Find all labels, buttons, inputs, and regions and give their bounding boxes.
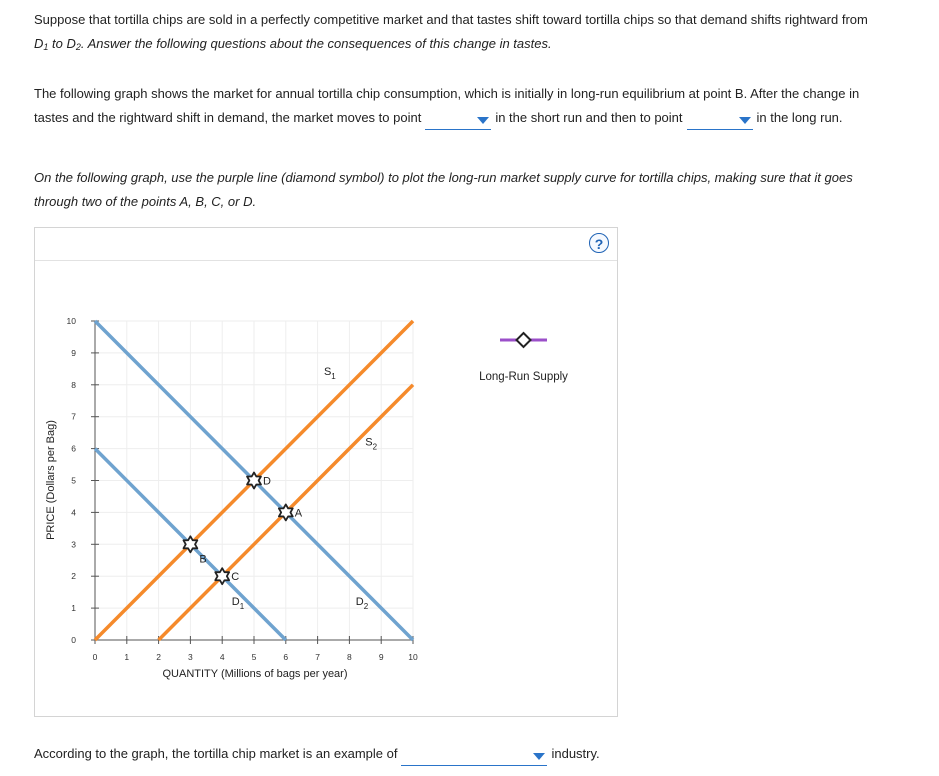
point-label-d: D: [263, 475, 271, 488]
y-axis-label: PRICE (Dollars per Bag): [45, 420, 57, 540]
d2-subscript: 2: [75, 42, 81, 52]
question1-text-b: in the short run and then to point: [495, 110, 683, 125]
help-button[interactable]: ?: [589, 233, 609, 253]
x-tick-label: 0: [92, 652, 98, 662]
y-tick-label: 8: [71, 379, 76, 390]
y-tick-label: 4: [71, 507, 76, 518]
x-tick-label: 5: [251, 652, 257, 662]
d1-letter: D: [34, 36, 44, 51]
label-d2: $D_2$: [355, 595, 369, 611]
x-tick-label: 3: [188, 652, 193, 662]
question2-prefix: According to the graph, the tortilla chip market is an example of: [34, 746, 398, 761]
x-tick-label: 7: [315, 652, 320, 662]
chart-points: [183, 473, 292, 585]
label-s2: $S_2$: [365, 436, 378, 452]
y-tick-label: 10: [66, 316, 76, 326]
y-tick-label: 7: [71, 411, 76, 422]
diamond-icon[interactable]: [517, 333, 531, 347]
question2-line: [34, 742, 600, 766]
x-axis-label: QUANTITY (Millions of bags per year): [162, 668, 348, 680]
question1-text-c: in the long run.: [756, 110, 843, 125]
x-tick-label: 10: [408, 652, 418, 662]
y-tick-label: 9: [71, 347, 76, 358]
x-tick-label: 2: [156, 652, 161, 662]
y-tick-label: 1: [71, 603, 76, 614]
y-tick-label: 3: [71, 539, 76, 550]
x-tick-label: 4: [219, 652, 225, 662]
x-tick-label: 1: [124, 652, 130, 662]
to-word: to: [48, 36, 67, 51]
long-run-supply-label: Long-Run Supply: [479, 371, 568, 383]
intro-line-1: Suppose that tortilla chips are sold in a perfectly competitive market and that tastes shift toward tortilla chips so that demand shifts rightward from: [34, 12, 868, 27]
y-tick-label: 2: [71, 571, 76, 582]
instruction-line-2: through two of the points A, B, C, or D.: [34, 194, 257, 209]
label-d1: $D_1$: [231, 595, 245, 611]
y-tick-label: 0: [71, 635, 76, 645]
y-tick-label: 6: [71, 443, 76, 454]
long-run-supply-tool[interactable]: [479, 333, 568, 383]
d1-subscript: 1: [43, 42, 49, 52]
d2-letter: D: [66, 36, 76, 51]
question1-line-1: The following graph shows the market for annual tortilla chip consumption, which is initially in long-run equilibrium at point B. After the change in: [34, 86, 860, 101]
chevron-down-icon: [533, 753, 545, 760]
question1-text-a: tastes and the rightward shift in demand, the market moves to point: [34, 110, 422, 125]
point-label-a: A: [294, 507, 303, 520]
question2-suffix: industry.: [551, 746, 600, 761]
industry-type-dropdown[interactable]: [401, 749, 547, 766]
point-label-c: C: [231, 571, 240, 584]
label-s1: $S_1$: [323, 366, 336, 382]
instruction-line-1: On the following graph, use the purple line (diamond symbol) to plot the long-run market supply curve for tortilla chips, making sure that it goes: [34, 170, 853, 185]
y-tick-label: 5: [71, 475, 76, 486]
point-label-b: B: [199, 553, 207, 566]
x-tick-label: 6: [283, 652, 289, 662]
x-tick-label: 8: [347, 652, 352, 662]
x-tick-label: 9: [378, 652, 384, 662]
intro-line-2-rest: . Answer the following questions about the consequences of this change in tastes.: [80, 36, 552, 51]
